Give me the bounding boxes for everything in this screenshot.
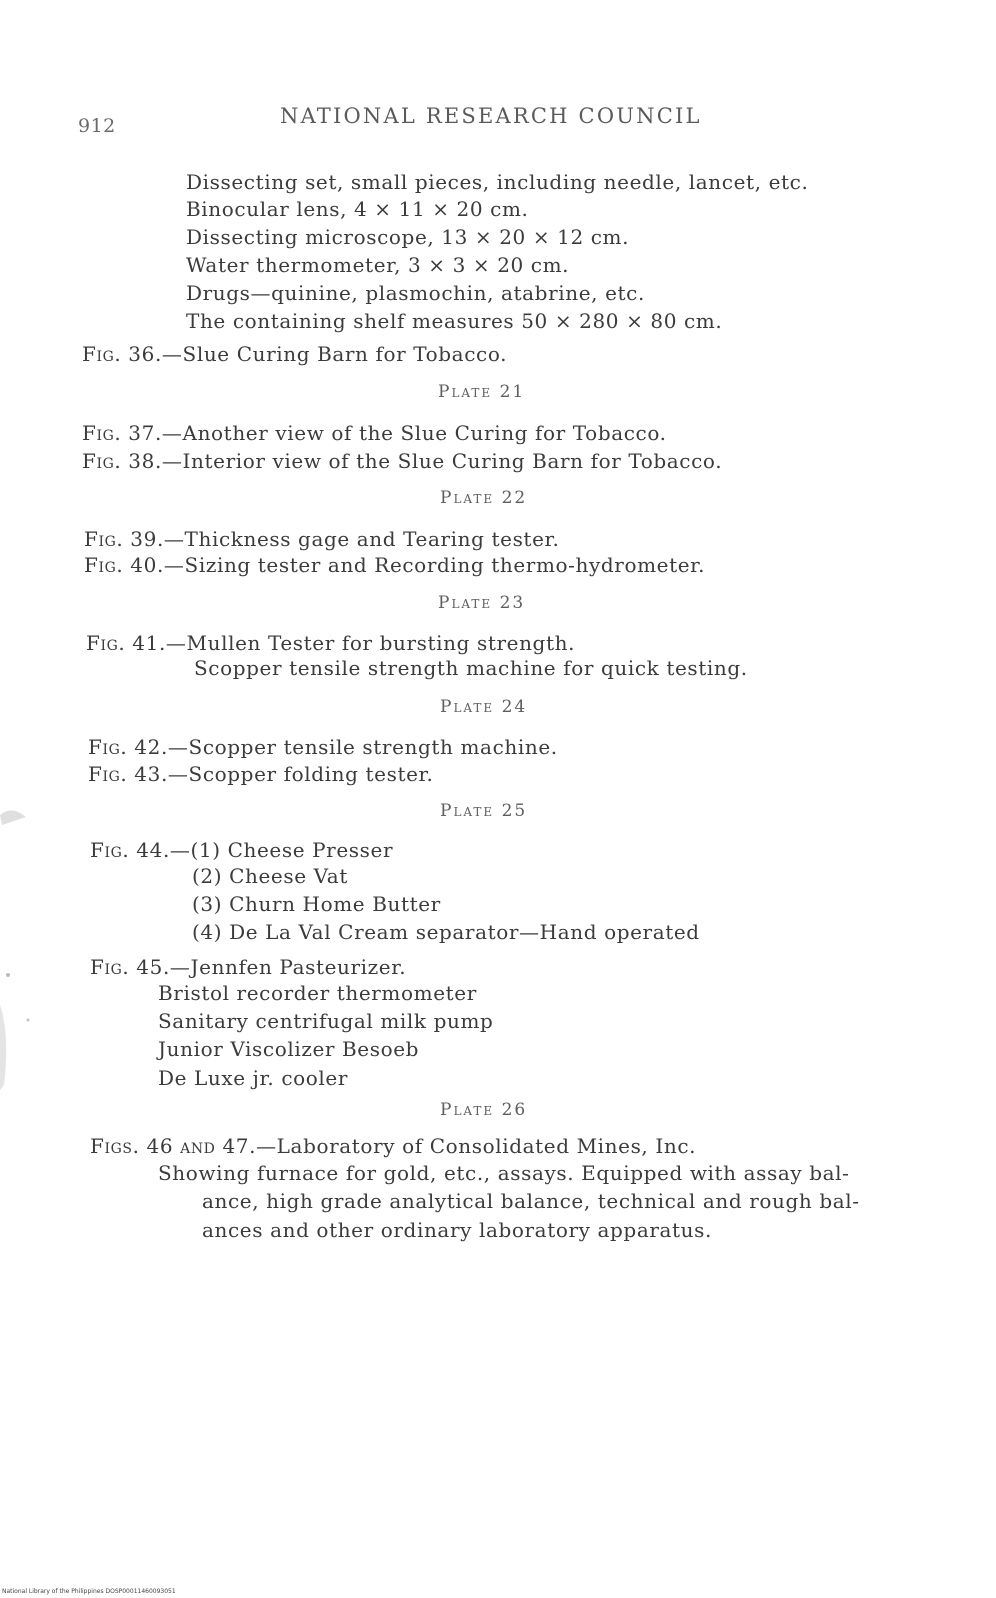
intro-line-2: Binocular lens, 4 × 11 × 20 cm.: [186, 197, 529, 221]
running-title: NATIONAL RESEARCH COUNCIL: [280, 104, 702, 128]
fig-41-label: Fig. 41.: [86, 631, 166, 655]
plate-26-heading: Plate 26: [440, 1100, 528, 1120]
fig-37-label: Fig. 37.: [82, 421, 162, 445]
intro-line-1: Dissecting set, small pieces, including needle, lancet, etc.: [186, 170, 809, 194]
fig-39-label: Fig. 39.: [84, 527, 164, 551]
fig-39-caption: [84, 527, 559, 551]
fig-44-item-1: —(1) Cheese Presser: [169, 838, 394, 862]
fig-40-label: Fig. 40.: [84, 553, 164, 577]
scan-smudge: [0, 795, 30, 1095]
fig-44-item-2: (2) Cheese Vat: [192, 864, 348, 888]
fig-39-text: —Thickness gage and Tearing tester.: [163, 527, 560, 551]
fig-42-label: Fig. 42.: [88, 735, 168, 759]
intro-line-3: Dissecting microscope, 13 × 20 × 12 cm.: [186, 225, 630, 249]
fig-45-caption: [90, 955, 406, 979]
fig-44-item-3: (3) Churn Home Butter: [192, 892, 441, 916]
fig-45-item-1: Bristol recorder thermometer: [158, 981, 477, 1005]
fig-36-label: Fig. 36.: [82, 342, 162, 366]
fig-37-text: —Another view of the Slue Curing for Tobacco.: [161, 421, 667, 445]
plate-23-heading: Plate 23: [438, 593, 526, 613]
intro-line-6: The containing shelf measures 50 × 280 × 80 cm.: [186, 309, 723, 333]
fig-37-caption: [82, 421, 667, 445]
fig-43-caption: [88, 762, 433, 786]
fig-38-caption: [82, 449, 722, 473]
fig-40-text: —Sizing tester and Recording thermo-hydrometer.: [163, 553, 706, 577]
figs-46-47-caption: [90, 1134, 696, 1158]
plate-24-heading: Plate 24: [440, 697, 528, 717]
figs-46-47-line-1: Showing furnace for gold, etc., assays. Equipped with assay bal-: [158, 1161, 850, 1185]
fig-45-item-2: Sanitary centrifugal milk pump: [158, 1009, 494, 1033]
fig-45-item-3: Junior Viscolizer Besoeb: [158, 1037, 420, 1061]
fig-45-text: —Jennfen Pasteurizer.: [169, 955, 407, 979]
fig-43-label: Fig. 43.: [88, 762, 168, 786]
intro-line-5: Drugs—quinine, plasmochin, atabrine, etc.: [186, 281, 645, 305]
fig-36-caption: [82, 342, 507, 366]
figs-46-47-text: —Laboratory of Consolidated Mines, Inc.: [256, 1134, 697, 1158]
fig-44-caption: [90, 838, 393, 862]
fig-41-continuation: Scopper tensile strength machine for quick testing.: [194, 656, 748, 680]
figs-46-47-line-3: ances and other ordinary laboratory apparatus.: [202, 1218, 712, 1242]
fig-45-label: Fig. 45.: [90, 955, 170, 979]
fig-42-text: —Scopper tensile strength machine.: [167, 735, 558, 759]
fig-44-label: Fig. 44.: [90, 838, 170, 862]
fig-41-text: —Mullen Tester for bursting strength.: [165, 631, 576, 655]
fig-44-item-4: (4) De La Val Cream separator—Hand operated: [192, 920, 700, 944]
figs-46-47-label: Figs. 46 and 47.: [90, 1134, 257, 1158]
fig-40-caption: [84, 553, 705, 577]
intro-line-4: Water thermometer, 3 × 3 × 20 cm.: [186, 253, 570, 277]
plate-25-heading: Plate 25: [440, 801, 528, 821]
fig-41-caption: [86, 631, 575, 655]
fig-38-text: —Interior view of the Slue Curing Barn for Tobacco.: [161, 449, 723, 473]
page-number: 912: [78, 115, 116, 137]
fig-36-text: —Slue Curing Barn for Tobacco.: [161, 342, 508, 366]
fig-38-label: Fig. 38.: [82, 449, 162, 473]
plate-22-heading: Plate 22: [440, 488, 528, 508]
scan-footer: National Library of the Philippines DOSP00011460093051: [2, 1588, 176, 1595]
fig-42-caption: [88, 735, 558, 759]
fig-45-item-4: De Luxe jr. cooler: [158, 1066, 349, 1090]
plate-21-heading: Plate 21: [438, 382, 526, 402]
fig-43-text: —Scopper folding tester.: [167, 762, 434, 786]
figs-46-47-line-2: ance, high grade analytical balance, technical and rough bal-: [202, 1189, 860, 1213]
